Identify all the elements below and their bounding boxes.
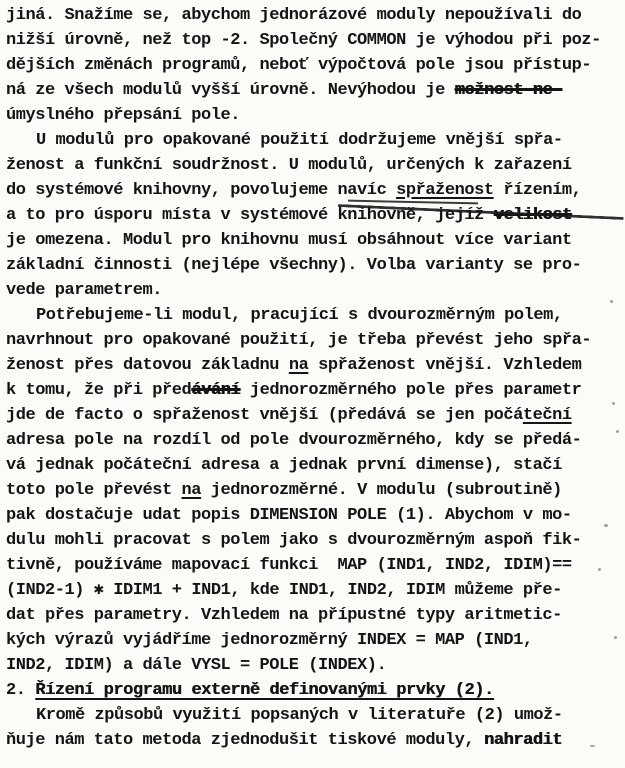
text-segment: adresa pole na rozdíl od pole dvourozměrného, kdy se předá- — [6, 431, 582, 450]
text-line — [6, 278, 623, 303]
text-line — [6, 78, 623, 103]
document-page — [6, 3, 623, 753]
text-segment: je omezena. Modul pro knihovnu musí obsáhnout více variant — [6, 231, 572, 250]
text-segment: ná ze všech modulů vyšší úrovně. Nevýhodou je — [6, 81, 455, 100]
text-segment: 2. — [6, 681, 36, 700]
scan-noise-speck — [590, 745, 595, 747]
section-heading — [6, 678, 623, 703]
text-segment: možnost ne- — [454, 81, 562, 100]
text-segment: Řízení programu externě definovanými prvky (2). — [35, 681, 494, 700]
text-segment: jde de facto o spřaženost vnější (předává se jen počá — [6, 406, 523, 425]
text-segment: Kromě způsobů využití popsaných v literatuře (2) umož- — [36, 706, 563, 725]
text-segment: základní činnosti (nejlépe všechny). Volba varianty se pro- — [6, 256, 582, 275]
text-segment: pak dostačuje udat popis DIMENSION POLE (1). Abychom v mo- — [6, 506, 572, 525]
text-segment: tivně, používáme mapovací funkci MAP (IND1, IND2, IDIM)== — [6, 556, 572, 575]
text-line — [6, 628, 623, 653]
text-line — [6, 653, 623, 678]
text-segment: dulu mohli pracovat s polem jako s dvourozměrným aspoň fik- — [6, 531, 582, 550]
text-segment: dat přes parametry. Vzhledem na přípustné typy aritmetic- — [6, 606, 562, 625]
text-segment: vede parametrem. — [6, 281, 163, 300]
text-segment: Potřebujeme-li modul, pracující s dvourozměrným polem, — [36, 306, 563, 325]
text-line — [6, 53, 623, 78]
text-segment: jednorozměrného pole přes parametr — [240, 381, 582, 400]
text-segment: a to pro úsporu místa v systémové knihovně, jejíž — [6, 206, 494, 225]
scan-noise-speck — [598, 568, 601, 571]
text-line — [6, 328, 623, 353]
text-line — [6, 403, 623, 428]
text-line — [6, 453, 623, 478]
text-segment: kých výrazů vyjádříme jednorozměrný INDEX = MAP (IND1, — [6, 631, 533, 650]
text-segment: řízením, — [493, 181, 582, 200]
text-line — [6, 528, 623, 553]
text-segment: ňuje nám tato metoda zjednodušit tiskové moduly, — [6, 731, 484, 750]
text-segment: dějších změnách programů, neboť výpočtová pole jsou přístup- — [6, 56, 592, 75]
text-segment: jednorozměrné. V modulu (subroutině) — [201, 481, 562, 500]
text-line — [6, 728, 623, 753]
text-segment: toto pole převést — [6, 481, 182, 500]
text-line — [6, 153, 623, 178]
text-segment: do systémové knihovny, povolujeme navíc — [6, 181, 397, 200]
text-segment: na — [181, 481, 202, 500]
text-line — [6, 28, 623, 53]
text-line — [6, 503, 623, 528]
text-segment: velikost — [493, 206, 572, 225]
text-segment: IND2, IDIM) a dále VYSL = POLE (INDEX). — [6, 656, 387, 675]
text-segment: U modulů pro opakované použití dodržujeme vnější spřa- — [36, 131, 563, 150]
text-line — [6, 103, 623, 128]
text-line — [6, 553, 623, 578]
text-line — [6, 303, 623, 328]
scan-noise-speck — [610, 300, 613, 303]
text-segment: vá jednak počáteční adresa a jednak první dimense), stačí — [6, 456, 562, 475]
text-line — [6, 253, 623, 278]
text-line — [6, 178, 623, 203]
text-line — [6, 378, 623, 403]
scan-noise-speck — [614, 636, 617, 639]
text-segment: na — [288, 356, 309, 375]
text-segment: navrhnout pro opakované použití, je třeba převést jeho spřa- — [6, 331, 592, 350]
text-line — [6, 578, 623, 603]
text-line — [6, 353, 623, 378]
text-line — [6, 3, 623, 28]
text-segment: ženost přes datovou základnu — [6, 356, 289, 375]
text-segment: ženost a funkční soudržnost. U modulů, určených k zařazení — [6, 156, 572, 175]
text-segment: k tomu, že při před — [6, 381, 192, 400]
scan-noise-speck — [612, 402, 615, 405]
scan-noise-speck — [604, 524, 608, 527]
text-segment: jiná. Snažíme se, abychom jednorázové moduly nepoužívali do — [6, 6, 582, 25]
text-line — [6, 703, 623, 728]
text-segment: nižší úrovně, než top -2. Společný COMMON je výhodou při poz- — [6, 31, 601, 50]
text-segment: (IND2-1) ✱ IDIM1 + IND1, kde IND1, IND2, IDIM můžeme pře- — [6, 581, 562, 600]
text-line — [6, 478, 623, 503]
text-line — [6, 128, 623, 153]
text-line — [6, 228, 623, 253]
text-line — [6, 603, 623, 628]
text-line — [6, 428, 623, 453]
text-segment: spřaženost — [396, 181, 494, 200]
text-segment: ávání — [191, 381, 241, 400]
text-segment: teční — [522, 406, 572, 425]
text-segment: nahradit — [483, 731, 562, 750]
text-segment: spřaženost vnější. Vzhledem — [308, 356, 582, 375]
scan-noise-speck — [616, 430, 619, 433]
text-segment: úmyslného přepsání pole. — [6, 106, 241, 125]
